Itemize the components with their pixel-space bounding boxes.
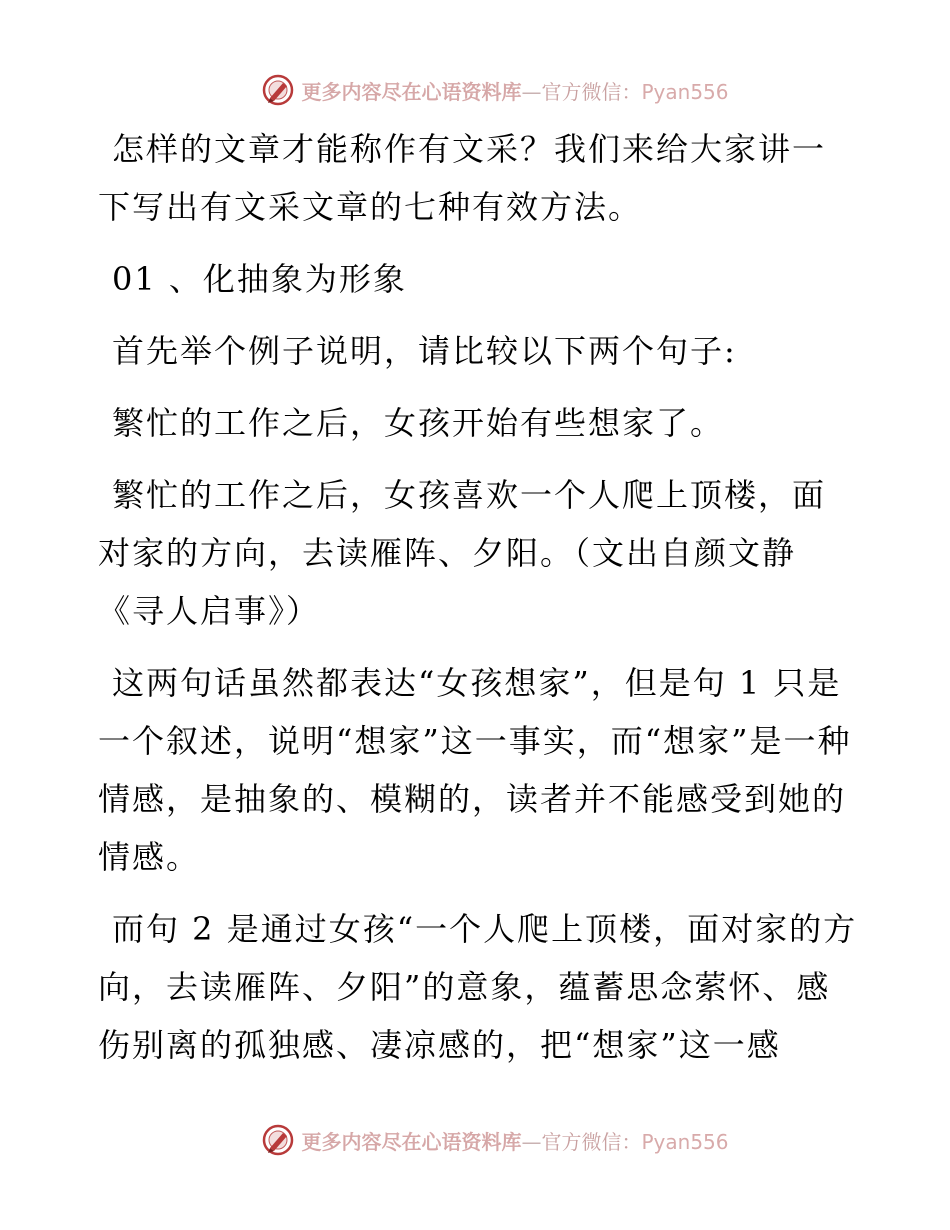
footer-watermark (0, 1120, 950, 1160)
paragraph-intro: 怎样的文章才能称作有文采？我们来给大家讲一下写出有文采文章的七种有效方法。 (98, 130, 827, 226)
pen-logo-icon (261, 1123, 295, 1157)
watermark-site: 更多内容尽在心语资料库 (301, 1129, 522, 1154)
watermark-wechat-id: Pyan556 (641, 79, 729, 104)
watermark-site: 更多内容尽在心语资料库 (301, 79, 522, 104)
pen-logo-icon (261, 73, 295, 107)
watermark-text (301, 76, 728, 105)
watermark-text (301, 1126, 728, 1155)
watermark-group (261, 1123, 728, 1157)
watermark-wechat-label: 官方微信： (541, 79, 642, 104)
watermark-wechat-id: Pyan556 (641, 1129, 729, 1154)
paragraph-analysis-1: 这两句话虽然都表达“女孩想家”，但是句 1 只是一个叙述，说明“想家”这一事实，而“想家”是一种情感，是抽象的、模糊的，读者并不能感受到她的情感。 (98, 664, 852, 876)
section-heading: 01 、化抽象为形象 (112, 260, 407, 298)
paragraph-sentence-2: 繁忙的工作之后，女孩喜欢一个人爬上顶楼，面对家的方向，去读雁阵、夕阳。（文出自颜文静《寻人启事》） (98, 476, 827, 630)
header-watermark (0, 70, 950, 110)
watermark-separator: — (521, 1129, 542, 1154)
paragraph-sentence-1: 繁忙的工作之后，女孩开始有些想家了。 (112, 404, 725, 442)
watermark-group (261, 73, 728, 107)
watermark-wechat-label: 官方微信： (541, 1129, 642, 1154)
document-body (98, 120, 858, 1088)
paragraph-example-lead: 首先举个例子说明，请比较以下两个句子: (112, 332, 737, 370)
paragraph-analysis-2: 而句 2 是通过女孩“一个人爬上顶楼，面对家的方向，去读雁阵、夕阳”的意象，蕴蓄思念萦怀、感伤别离的孤独感、凄凉感的，把“想家”这一感 (98, 910, 858, 1064)
watermark-separator: — (521, 79, 542, 104)
